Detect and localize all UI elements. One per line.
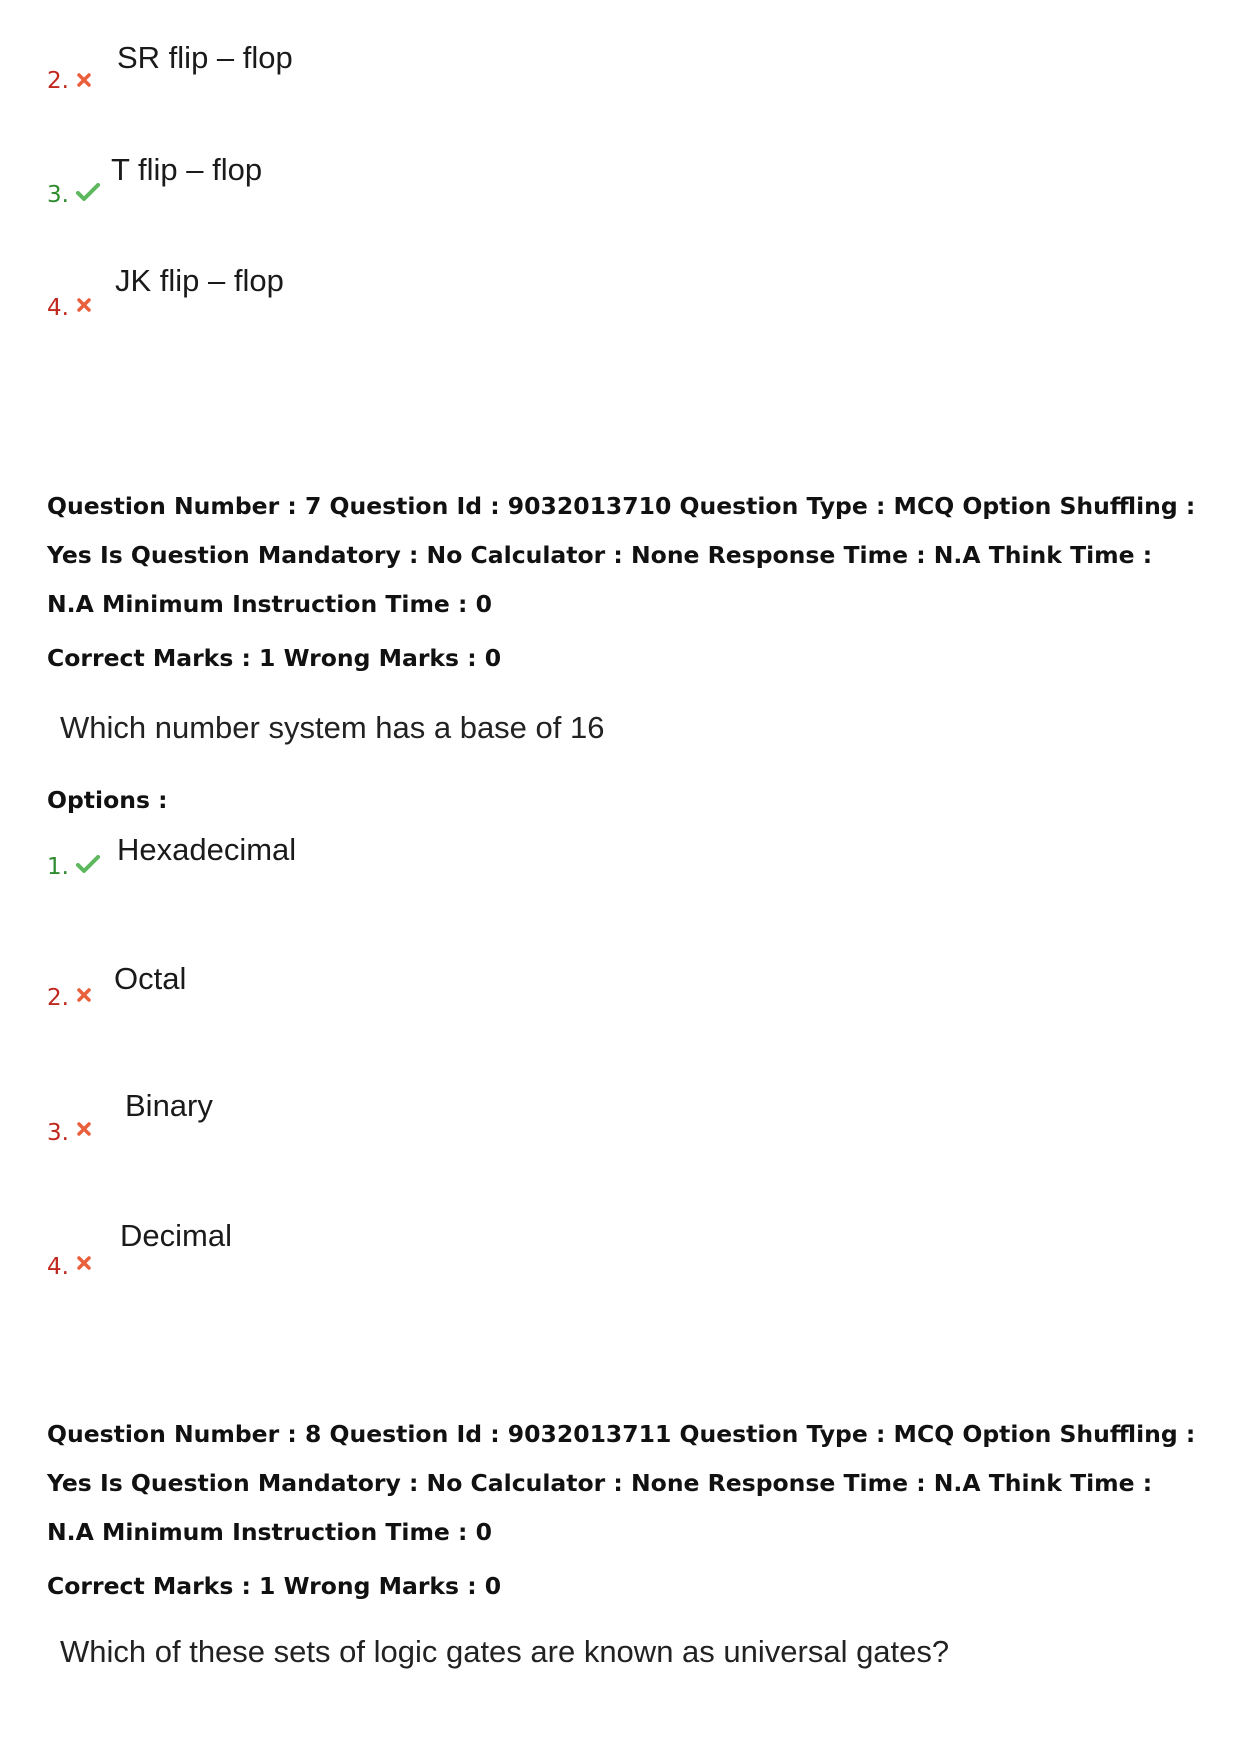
option-text: Binary: [125, 1088, 213, 1123]
option-row: [47, 832, 747, 892]
cross-icon: [76, 1121, 92, 1137]
cross-icon: [76, 987, 92, 1003]
option-row: [47, 1218, 747, 1278]
option-row: [47, 40, 747, 100]
option-text: Octal: [114, 961, 187, 996]
option-text: Decimal: [120, 1218, 232, 1253]
option-row: [47, 961, 747, 1021]
options-label: Options :: [47, 786, 168, 814]
question-meta: Question Number : 7 Question Id : 9032013710 Question Type : MCQ Option Shuffling : Yes Is Question Mandatory : No Calculator : None Response Time : N.A Think Time : N.A Minimum Instruction Time : 0: [47, 492, 1196, 618]
cross-icon: [76, 1255, 92, 1271]
check-icon: [76, 854, 100, 874]
check-icon: [76, 182, 100, 202]
option-text: JK flip – flop: [115, 263, 284, 298]
option-row: [47, 263, 747, 323]
option-number: 3.: [47, 1120, 69, 1146]
question-meta: Question Number : 8 Question Id : 9032013711 Question Type : MCQ Option Shuffling : Yes Is Question Mandatory : No Calculator : None Response Time : N.A Think Time : N.A Minimum Instruction Time : 0: [47, 1420, 1196, 1546]
cross-icon: [76, 297, 92, 313]
question-text: Which of these sets of logic gates are known as universal gates?: [60, 1634, 950, 1669]
option-number: 2.: [47, 985, 69, 1011]
option-number: 2.: [47, 68, 69, 94]
question-marks: Correct Marks : 1 Wrong Marks : 0: [47, 1572, 502, 1600]
question-marks: Correct Marks : 1 Wrong Marks : 0: [47, 644, 502, 672]
option-number: 4.: [47, 295, 69, 321]
option-number: 3.: [47, 182, 69, 208]
option-row: [47, 1088, 747, 1148]
option-text: SR flip – flop: [117, 40, 293, 75]
cross-icon: [76, 72, 92, 88]
option-row: [47, 152, 747, 212]
option-text: T flip – flop: [111, 152, 263, 187]
option-number: 1.: [47, 854, 69, 880]
option-text: Hexadecimal: [117, 832, 297, 867]
option-number: 4.: [47, 1254, 69, 1280]
question-text: Which number system has a base of 16: [60, 710, 605, 745]
